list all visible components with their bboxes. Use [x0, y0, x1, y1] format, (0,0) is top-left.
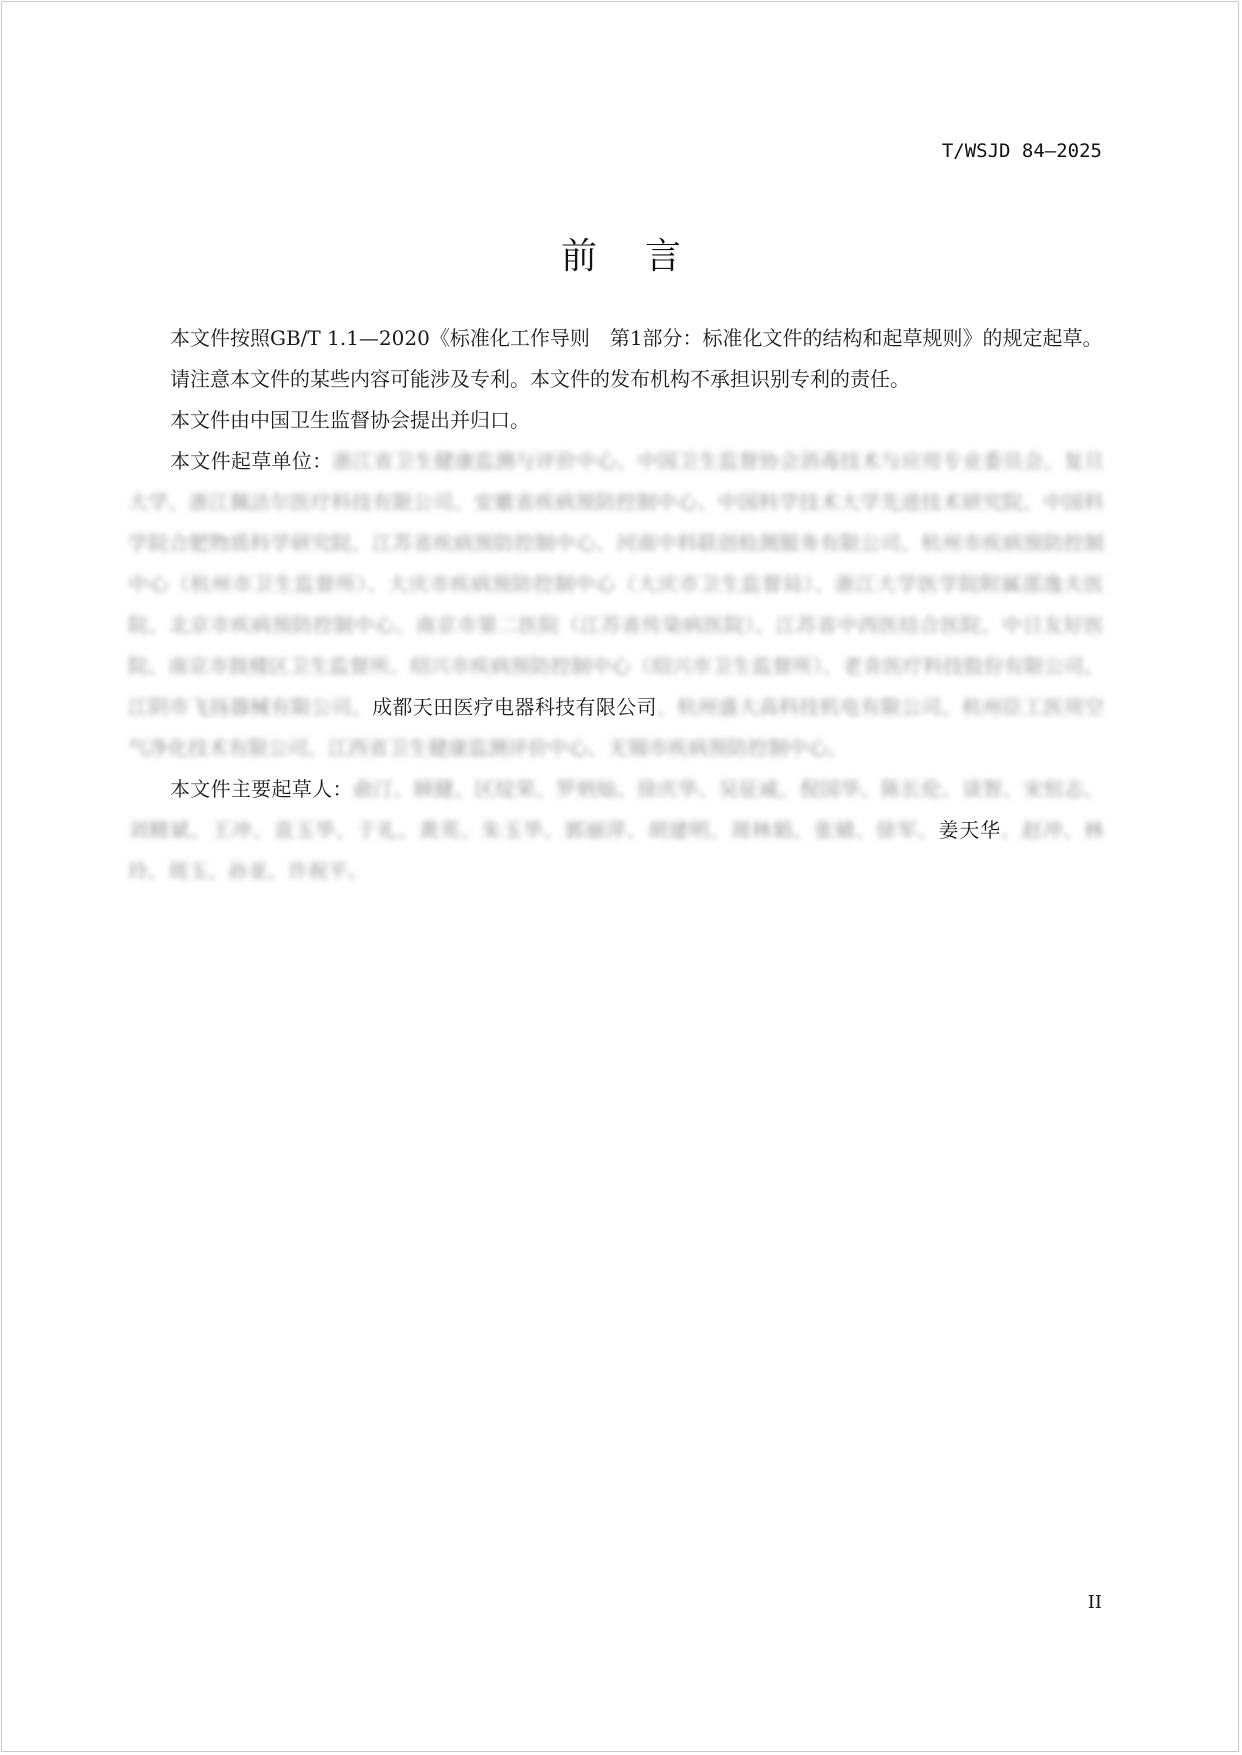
drafter-highlighted: 姜天华: [938, 818, 1001, 842]
paragraph-drafters: [128, 769, 1104, 892]
document-code: T/WSJD 84—2025: [941, 140, 1102, 162]
paragraph-drafting-units: [128, 441, 1104, 769]
paragraph-patent-notice: 请注意本文件的某些内容可能涉及专利。本文件的发布机构不承担识别专利的责任。: [170, 367, 910, 391]
drafting-units-redacted-2: 、杭州盛大高科技机电有限公司、杭州臣工医用空气净化技术有限公司、江西省卫生健康监测评价中心、无锡市疾病预防控制中心。: [128, 695, 1105, 760]
drafters-redacted-2: 、赵冲、林玲、周玉、孙亚、许祝平。: [128, 818, 1105, 883]
drafting-units-redacted-1: 浙江省卫生健康监测与评价中心、中国卫生监督协会消毒技术与应用专业委员会、复旦大学、浙江佩洁尔医疗科技有限公司、安徽省疾病预防控制中心、中国科学技术大学先进技术研究院、中国科学院合肥物质科学研究院、江苏省疾病预防控制中心、河南中科联创检测服务有限公司、杭州市疾病预防控制中心（杭州市卫生监督所）、大庆市疾病预防控制中心（大庆市卫生监督局）、浙江大学医学院附属邵逸夫医院、北京市疾病预防控制中心、南京市第二医院（江苏省传染病医院）、江苏省中西医结合医院、中日友好医院、南京市鼓楼区卫生监督所、绍兴市疾病预防控制中心（绍兴市卫生监督所）、老肯医疗科技股份有限公司、江阴市飞扬器械有限公司、: [128, 449, 1105, 719]
drafting-units-label: 本文件起草单位：: [170, 449, 333, 473]
document-body: [128, 318, 1104, 892]
drafters-redacted-1: 俞汀、顾健、区绽荣、罗炳灿、徐庆华、吴征威、倪国华、陈长伦、谈智、宋恒志、刘精斌、王冲、袁玉华、于礼、黄英、朱玉华、郭丽萍、胡建明、周林娟、张婧、徐军、: [128, 777, 1105, 842]
page-number: II: [1087, 1592, 1102, 1613]
drafters-label: 本文件主要起草人：: [170, 777, 353, 801]
paragraph-proposer: 本文件由中国卫生监督协会提出并归口。: [170, 408, 530, 432]
page-title: 前言: [560, 236, 729, 277]
drafting-unit-highlighted: 成都天田医疗电器科技有限公司: [372, 695, 657, 719]
paragraph-drafting-rules: 本文件按照GB/T 1.1—2020《标准化工作导则 第1部分：标准化文件的结构和起草规则》的规定起草。: [170, 326, 1103, 350]
